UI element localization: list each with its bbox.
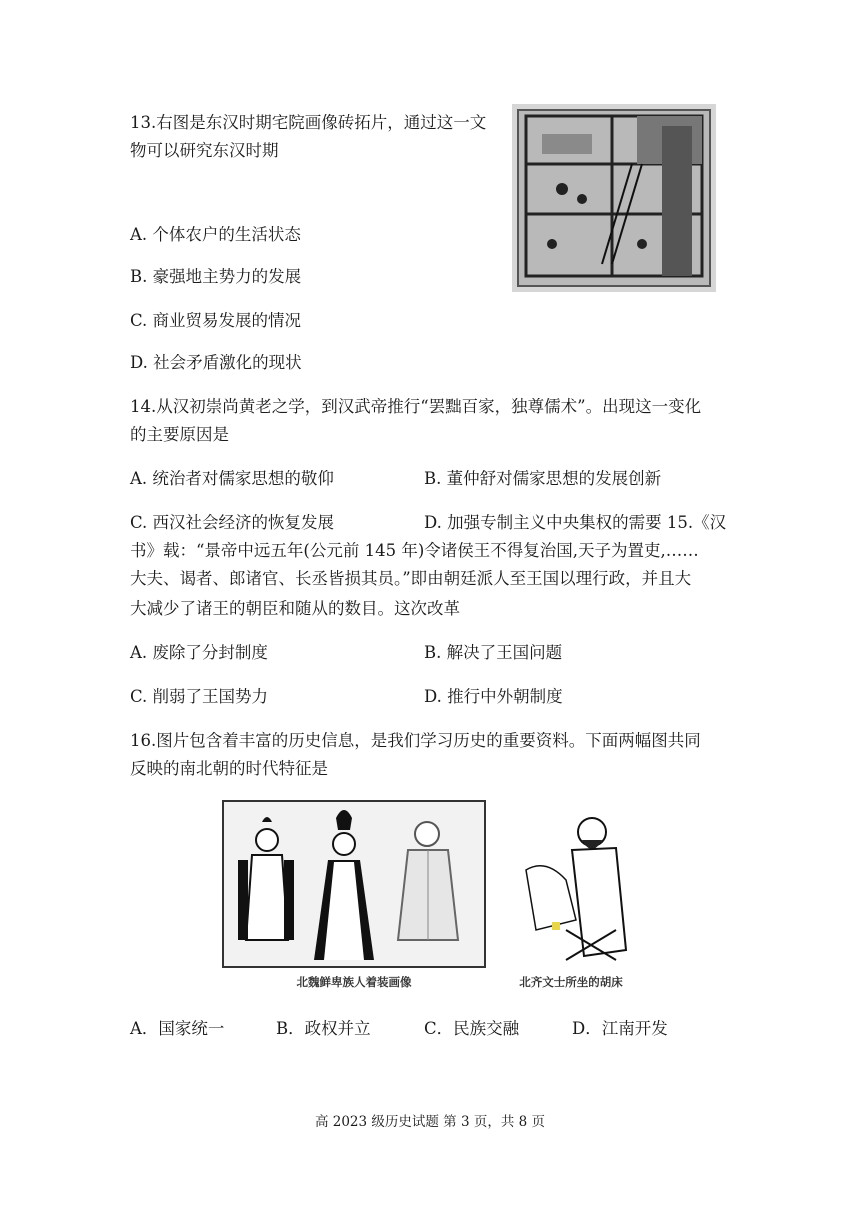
- q14-stem-line1: 14.从汉初崇尚黄老之学，到汉武帝推行“罢黜百家，独尊儒术”。出现这一变化: [130, 397, 702, 416]
- q13-stem-line1: 13.右图是东汉时期宅院画像砖拓片，通过这一文: [130, 113, 487, 132]
- q14-option-a: A. 统治者对儒家思想的敬仰: [130, 469, 334, 488]
- q15-stem-line3: 大夫、谒者、郎诸官、长丞皆损其员。”即由朝廷派人至王国以理行政，并且大: [130, 569, 692, 588]
- q13-option-b: B. 豪强地主势力的发展: [130, 267, 302, 286]
- q13-stem-line2: 物可以研究东汉时期: [130, 141, 279, 160]
- q15-option-c: C. 削弱了王国势力: [130, 687, 269, 706]
- left-image-caption: 北魏鲜卑族人着装画像: [296, 975, 412, 989]
- q14-stem-line2: 的主要原因是: [130, 425, 229, 444]
- q15-option-a: A. 废除了分封制度: [130, 643, 268, 662]
- q16-stem-line1: 16.图片包含着丰富的历史信息，是我们学习历史的重要资料。下面两幅图共同: [130, 731, 701, 750]
- q16-option-b: B．政权并立: [276, 1019, 371, 1038]
- q13-option-d: D. 社会矛盾激化的现状: [130, 353, 302, 372]
- q13-option-c: C. 商业贸易发展的情况: [130, 311, 302, 330]
- q16-option-d: D．江南开发: [572, 1019, 668, 1038]
- right-image-caption: 北齐文士所坐的胡床: [519, 975, 623, 989]
- q15-option-d: D. 推行中外朝制度: [424, 687, 563, 706]
- xianbei-costume-portrait-image: [222, 800, 486, 994]
- q16-option-c: C．民族交融: [424, 1019, 520, 1038]
- northern-qi-scholar-hu-chair-image: [506, 800, 636, 994]
- q15-stem-line4: 大减少了诸王的朝臣和随从的数目。这次改革: [130, 599, 460, 618]
- page-footer: 高 2023 级历史试题 第 3 页，共 8 页: [314, 1114, 546, 1130]
- q15-stem-line2: 书》载：“景帝中远五年(公元前 145 年)令诸侯王不得复治国,天子为置吏,……: [130, 541, 699, 560]
- q14-option-d-and-q15-start: D. 加强专制主义中央集权的需要 15.《汉: [424, 513, 727, 532]
- q15-option-b: B. 解决了王国问题: [424, 643, 563, 662]
- han-courtyard-brick-rubbing-image: [512, 104, 716, 292]
- q16-stem-line2: 反映的南北朝的时代特征是: [130, 759, 328, 778]
- q14-option-c: C. 西汉社会经济的恢复发展: [130, 513, 335, 532]
- q14-option-b: B. 董仲舒对儒家思想的发展创新: [424, 469, 662, 488]
- q13-option-a: A. 个体农户的生活状态: [130, 225, 301, 244]
- q16-option-a: A．国家统一: [130, 1019, 225, 1038]
